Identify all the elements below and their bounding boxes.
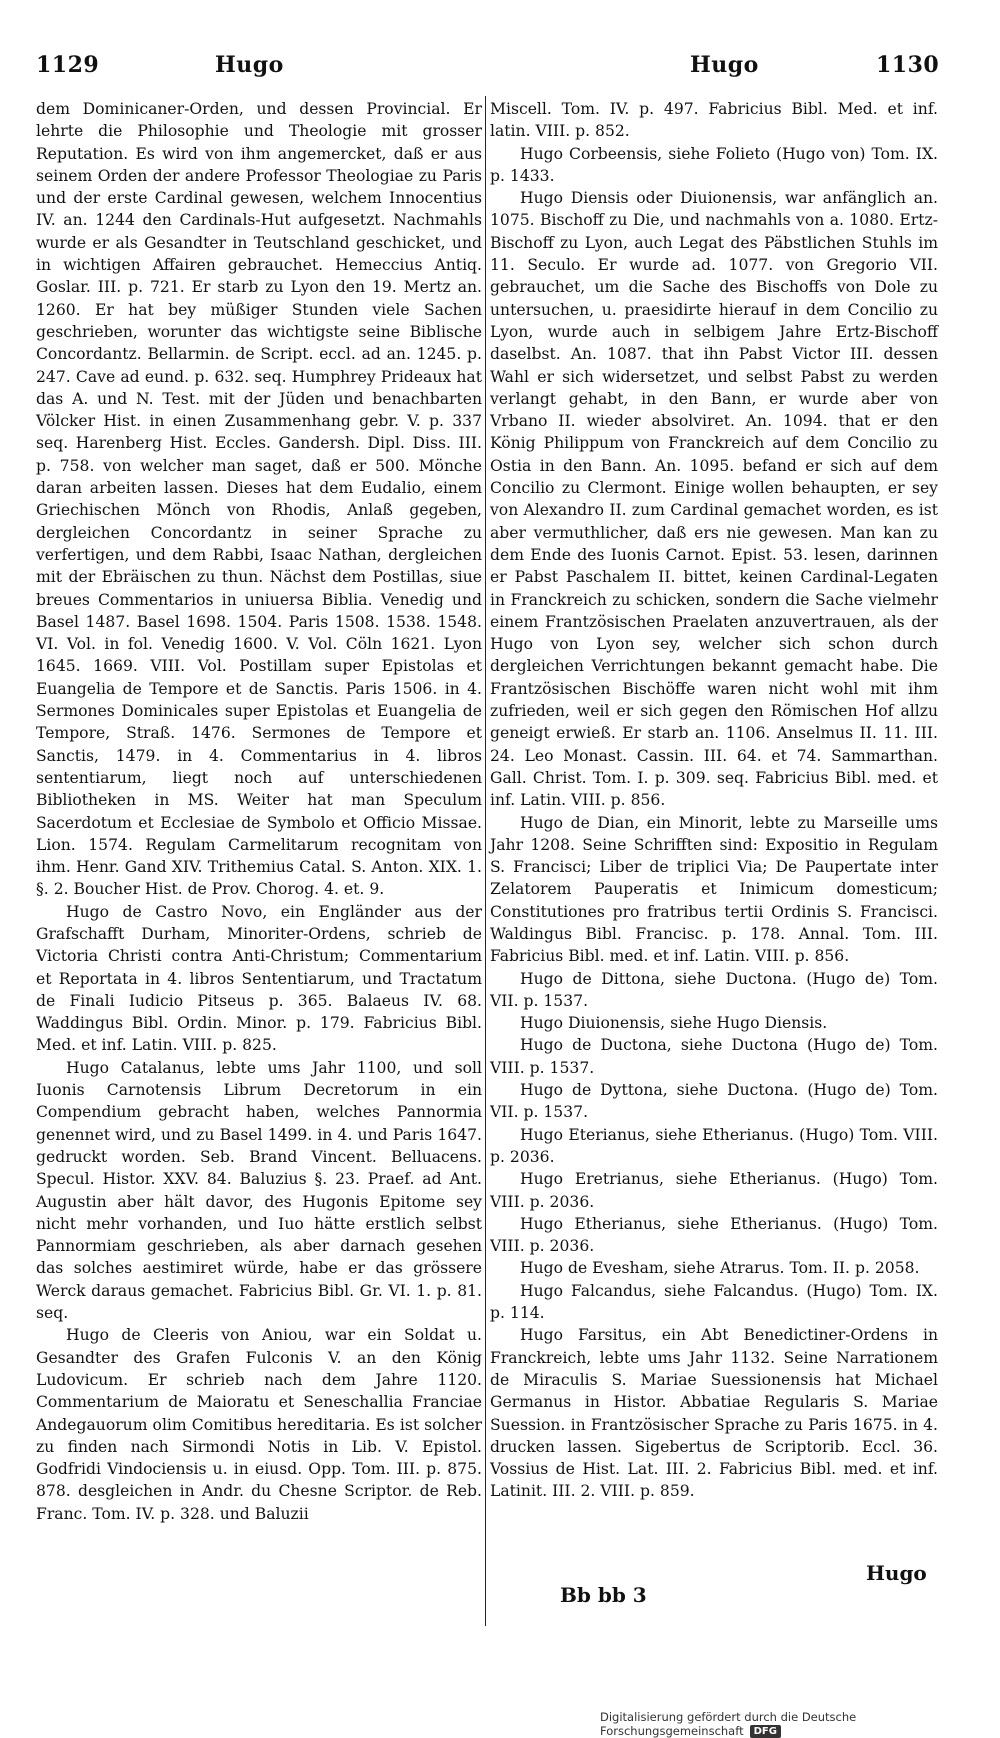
left-page-number: 1129 [36,52,100,78]
paragraph: Hugo Farsitus, ein Abt Benedictiner-Ordens in Franckreich, lebte ums Jahr 1132. Seine Narrationem de Miraculis S. Mariae Suessionensis hat Michael Germanus in Histor. Abbatiae Regularis S. Mariae Suession. in Frantzösischer Sprache zu Paris 1675. in 4. drucken lassen. Sigebertus de Scriptorib. Eccl. 36. Vossius de Hist. Lat. III. 2. Fabricius Bibl. med. et inf. Latinit. III. 2. VIII. p. 859. [490,1326,938,1501]
right-running-head: Hugo [690,52,759,78]
paragraph: Hugo de Castro Novo, ein Engländer aus der Grafschafft Durham, Minoriter-Ordens, schrieb de Victoria Christi contra Anti-Christum; Commentarium et Reportata in 4. libros Sententiarum, und Tractatum de Finali Iudicio Pitseus p. 365. Balaeus IV. 68. Waddingus Bibl. Ordin. Minor. p. 179. Fabricius Bibl. Med. et inf. Latin. VIII. p. 825. [36,902,482,1055]
paragraph: Hugo de Cleeris von Aniou, war ein Soldat u. Gesandter des Grafen Fulconis V. an den König Ludovicum. Er schrieb nach dem Jahre 1120. Commentarium de Maioratu et Seneschallia Franciae Andegauorum olim Comitibus hereditaria. Es ist solcher zu finden nach Sirmondi Notis in Lib. V. Epistol. Godfridi Vindociensis u. in eiusd. Opp. Tom. III. p. 875. 878. desgleichen in Andr. du Chesne Scriptor. de Reb. Franc. Tom. IV. p. 328. und Baluzii [36,1326,482,1523]
paragraph: Hugo Diuionensis, siehe Hugo Diensis. [520,1014,828,1033]
paragraph: Miscell. Tom. IV. p. 497. Fabricius Bibl. Med. et inf. latin. VIII. p. 852. [490,100,938,141]
left-column [36,98,482,1525]
paragraph: Hugo de Dittona, siehe Ductona. (Hugo de) Tom. VII. p. 1537. [490,969,938,1010]
paragraph: Hugo Eterianus, siehe Etherianus. (Hugo) Tom. VIII. p. 2036. [490,1125,938,1166]
column-divider [485,96,486,1626]
paragraph: Hugo Falcandus, siehe Falcandus. (Hugo) Tom. IX. p. 114. [490,1281,938,1323]
paragraph: Hugo Diensis oder Diuionensis, war anfänglich an. 1075. Bischoff zu Die, und nachmahls von a. 1080. Ertz-Bischoff zu Lyon, auch Legat des Päbstlichen Stuhls im 11. Seculo. Er wurde ad. 1077. von Gregorio VII. gebrauchet, um die Sache des Bischoffs von Dole zu untersuchen, u. praesidirte hierauf in dem Concilio zu Lyon, wurde auch in selbigem Jahre Ertz-Bischoff daselbst. An. 1087. that ihn Pabst Victor III. dessen Wahl er sich widersetzet, und selbst Pabst zu werden verlangt gehabt, in den Bann, er wurde aber von Vrbano II. wieder absolviret. An. 1094. that er den König Philippum von Franckreich auf dem Concilio zu Ostia in den Bann. An. 1095. befand er sich auf dem Concilio zu Clermont. Einige wollen behaupten, er sey von Alexandro II. zum Cardinal gemachet worden, es ist aber vermuthlicher, daß ers nie gewesen. Man kan zu dem Ende des Iuonis Carnot. Epist. 53. lesen, darinnen er Pabst Paschalem II. bittet, keinen Cardinal-Legaten in Franckreich zu schicken, sondern die Sache vielmehr einem Frantzösischen Praelaten anzuvertrauen, als der Hugo von Lyon sey, welcher sich schon durch dergleichen Verrichtungen bekannt gemacht habe. Die Frantzösischen Bischöffe waren nicht wohl mit ihm zufrieden, weil er sich gegen den Römischen Hof allzu geneigt erwieß. Er starb an. 1106. Anselmus II. 11. III. 24. Leo Monast. Cassin. III. 64. et 74. Sammarthan. Gall. Christ. Tom. I. p. 309. seq. Fabricius Bibl. med. et inf. Latin. VIII. p. 856. [490,189,938,810]
paragraph: Hugo Catalanus, lebte ums Jahr 1100, und soll Iuonis Carnotensis Librum Decretorum in ein Compendium gebracht haben, welches Pannormia genennet wird, und zu Basel 1499. in 4. und Paris 1647. gedruckt worden. Seb. Brand Vincent. Belluacens. Specul. Histor. XXV. 84. Baluzius §. 23. Praef. ad Ant. Augustin aber hält davor, des Hugonis Epitome sey nicht mehr vorhanden, und Iuo hätte erstlich selbst Pannormiam geschrieben, als aber darnach gesehen das solches aestimiret würde, habe er das grössere Werck daraus gemachet. Fabricius Bibl. Gr. VI. 1. p. 81. seq. [36,1058,482,1323]
paragraph: Hugo de Dyttona, siehe Ductona. (Hugo de) Tom. VII. p. 1537. [490,1081,938,1122]
paragraph: dem Dominicaner-Orden, und dessen Provincial. Er lehrte die Philosophie und Theologie mit grosser Reputation. Es wird von ihm angemercket, daß er aus seinem Orden der andere Professor Theologiae zu Paris und der erste Cardinal gewesen, welchem Innocentius IV. an. 1244 den Cardinals-Hut aufgesetzt. Nachmahls wurde er als Gesandter in Teutschland geschicket, und in wichtigen Affairen gebrauchet. Hemeccius Antiq. Goslar. III. p. 721. Er starb zu Lyon den 19. Mertz an. 1260. Er hat bey müßiger Stunden viele Sachen geschrieben, worunter das wichtigste seine Biblische Concordantz. Bellarmin. de Script. eccl. ad an. 1245. p. 247. Cave ad eund. p. 632. seq. Humphrey Prideaux hat das A. und N. Test. mit der Jüden und benachbarten Völcker Hist. in einen Zusammenhang gebr. V. p. 337 seq. Harenberg Hist. Eccles. Gandersh. Dipl. Diss. III. p. 758. von welcher man saget, daß er 500. Mönche daran arbeiten lassen. Dieses hat dem Eudalio, einem Griechischen Mönch von Rhodis, Anlaß gegeben, dergleichen Concordantz in seiner Sprache zu verfertigen, und dem Rabbi, Isaac Nathan, dergleichen mit der Ebräischen zu thun. Nächst dem Postillas, siue breues Commentarios in uniuersa Biblia. Venedig und Basel 1487. Basel 1698. 1504. Paris 1508. 1538. 1548. VI. Vol. in fol. Venedig 1600. V. Vol. Cöln 1621. Lyon 1645. 1669. VIII. Vol. Postillam super Epistolas et Euangelia de Tempore et de Sanctis. Paris 1506. in 4. Sermones Dominicales super Epistolas et Euangelia de Tempore, Straß. 1476. Sermones de Tempore et Sanctis, 1479. in 4. Commentarius in 4. libros sententiarum, liegt noch auf unterschiedenen Bibliotheken in MS. Weiter hat man Speculum Sacerdotum et Ecclesiae de Symbolo et Officio Missae. Lion. 1574. Regulam Carmelitarum recognitam von ihm. Henr. Gand XIV. Trithemius Catal. S. Anton. XIX. 1. §. 2. Boucher Hist. de Prov. Chorog. 4. et. 9. [36,100,482,899]
catchword: Hugo [866,1561,927,1585]
paragraph: Hugo de Evesham, siehe Atrarus. Tom. II. p. 2058. [520,1259,920,1278]
paragraph: Hugo Eretrianus, siehe Etherianus. (Hugo) Tom. VIII. p. 2036. [490,1170,938,1211]
paragraph: Hugo de Dian, ein Minorit, lebte zu Marseille ums Jahr 1208. Seine Schrifften sind: Expositio in Regulam S. Francisci; Liber de triplici Via; De Paupertate inter Zelatorem Pauperatis et Inimicum domesticum; Constitutiones pro fratribus tertii Ordinis S. Francisci. Waldingus Bibl. Francisc. p. 178. Annal. Tom. III. Fabricius Bibl. med. et inf. Latin. VIII. p. 856. [490,813,938,966]
digitization-footer [600,1710,1000,1738]
right-page-number: 1130 [876,52,940,78]
dfg-logo-icon: DFG [750,1725,781,1738]
signature-mark: Bb bb 3 [560,1583,647,1607]
paragraph: Hugo Etherianus, siehe Etherianus. (Hugo) Tom. VIII. p. 2036. [490,1214,938,1256]
left-running-head: Hugo [215,52,284,78]
paragraph: Hugo Corbeensis, siehe Folieto (Hugo von) Tom. IX. p. 1433. [490,144,938,185]
paragraph: Hugo de Ductona, siehe Ductona (Hugo de) Tom. VIII. p. 1537. [490,1036,938,1077]
footer-credit: Digitalisierung gefördert durch die Deutsche Forschungsgemeinschaft [600,1710,857,1738]
right-column [490,98,938,1503]
